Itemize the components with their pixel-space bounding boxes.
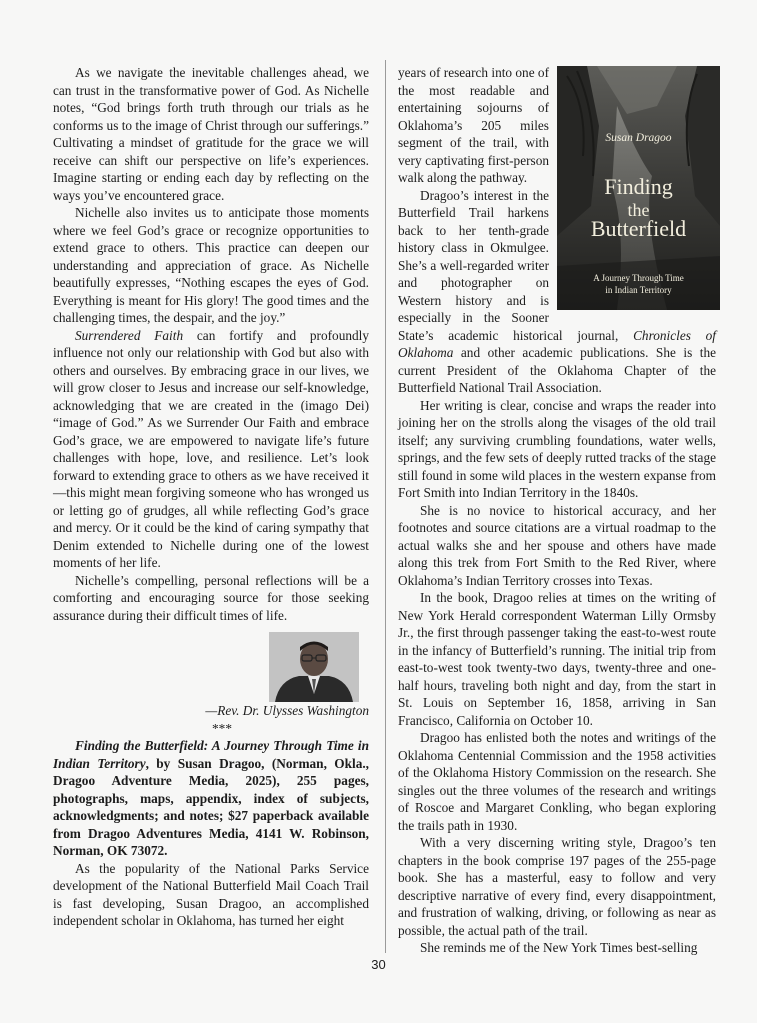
section-separator: *** (212, 720, 232, 736)
review-book-title: Finding the Butterfield: A Journey Through Time in Indian Territory (53, 738, 369, 771)
book-subtitle-line: A Journey Through Time (593, 273, 684, 283)
book-author: Susan Dragoo (605, 132, 672, 144)
author-photo (269, 632, 359, 702)
paragraph: Nichelle’s compelling, personal reflections will be a comforting and encouraging source for those seeking assurance during their difficult times of life. (53, 572, 369, 623)
book-cover (557, 66, 720, 310)
journal-title-italic: Chronicles of Oklahoma (398, 327, 717, 360)
book-title-line: Finding (604, 174, 673, 199)
left-column (53, 64, 369, 930)
paragraph: She is no novice to historical accuracy, and her footnotes and source citations are a virtual roadmap to the actual walks she and her spouse and others have made along this trek from Fort Smith to the Red River, where Oklahoma’s Indian Territory crosses into Texas. (398, 502, 716, 588)
paragraph: She reminds me of the New York Times best-selling (420, 940, 698, 955)
paragraph: Surrendered Faith can fortify and profoundly influence not only our relationship with God but also with others and ourselves. By embracing grace in our lives, we will grow closer to Jesus and increase our self-knowledge, acknowledging that we are created in the (imago Dei) “image of God.” As we Surrender Our Faith and embrace God’s grace, we are empowered to navigate life’s future challenges with hope, love, and resilience. Let’s look forward to extending grace to others as we have received it—this might mean forgiving someone who has wronged us or letting go of grudges, all while reflecting God’s grace and mercy. Or it could be the kind of caring sympathy that Denim extended to Nichelle during one of the lowest moments of her life. (53, 327, 369, 570)
paragraph: With a very discerning writing style, Dragoo’s ten chapters in the book comprise 197 pages of the 255-page book. She has a masterful, easy to follow and very descriptive narrative of every find, every disappointment, and frustration of walking, driving, or following as near as possible, the actual path of the trail. (398, 835, 716, 938)
paragraph: As we navigate the inevitable challenges ahead, we can trust in the transformative power of God. As Nichelle notes, “God brings forth truth through our trials as he conforms us to the image of Christ through our sufferings.” Cultivating a mindset of gratitude for the grace we will receive can shift our perspective on life’s experiences. Imagine starting or ending each day by reflecting on the ways you’ve encountered grace. (53, 65, 369, 203)
paragraph: Her writing is clear, concise and wraps the reader into joining her on the strolls along the visages of the old trail itself; any surviving crumbling foundations, water wells, springs, and the few sets of deeply rutted tracks of the stage still found in some wild places in the western expanse from Fort Smith into Indian Territory in the 1840s. (398, 397, 716, 500)
paragraph: Dragoo has enlisted both the notes and writings of the Oklahoma Centennial Commission and the 1958 activities of the Oklahoma History Commission on the research. She singles out the three volumes of the research and writings of Roscoe and Margaret Conkling, who began exploring the trails path in 1930. (398, 730, 716, 833)
book-title-italic: Surrendered Faith (75, 327, 184, 343)
signature: —Rev. Dr. Ulysses Washington (205, 703, 369, 718)
column-divider (385, 60, 386, 953)
paragraph: Dragoo’s interest in the Butterfield Trail harkens back to her tenth-grade history class in Okmulgee. She’s a well-regarded writer and photographer on Western history and is especially in the Sooner State’s academic historical journal, Chronicles of Oklahoma and other academic publications. She is the current President of the Oklahoma Chapter of the Butterfield National Trail Association. (398, 187, 717, 395)
paragraph: In the book, Dragoo relies at times on the writing of New York Herald correspondent Waterman Lilly Ormsby Jr., the first through passenger taking the east-to-west route in the infancy of Butterfield’s running. The initial trip from east-to-west took twenty-two days, twenty-three and one-half hours, traveling both night and day, from the start in St. Louis on September 16, 1858, arriving in San Francisco, California on October 10. (398, 590, 716, 728)
paragraph: As the popularity of the National Parks Service development of the National Butterfield Mail Coach Trail is fast developing, Susan Dragoo, an accomplished independent scholar in Oklahoma, has turned her eight (53, 860, 369, 928)
book-review-header: Finding the Butterfield: A Journey Through Time in Indian Territory, by Susan Dragoo, (Norman, Okla., Dragoo Adventure Media, 2025), 255 pages, photographs, maps, appendix, index of subjects, acknowledgments; and notes; $27 paperback available from Dragoo Adventures Media, 4141 W. Robinson, Norman, OK 73072. (53, 738, 369, 858)
book-title-line: Butterfield (590, 216, 687, 241)
book-subtitle-line: in Indian Territory (605, 285, 672, 295)
paragraph: years of research into one of the most readable and entertaining sojourns of Oklahoma’s 205 miles segment of the trail, with very captivating first-person walk along the pathway. (398, 65, 549, 185)
right-column (398, 64, 716, 957)
page-number: 30 (371, 957, 386, 972)
book-title-line: the (627, 200, 650, 220)
paragraph: Nichelle also invites us to anticipate those moments where we feel God’s grace or recognize opportunities to extend grace to others. This practice can deepen our understanding and appreciation of grace. As Nichelle beautifully expresses, “Nothing escapes the eyes of God. Everything is meant for His glory! The good times and the challenging times, the despair, and the joy.” (53, 205, 369, 325)
